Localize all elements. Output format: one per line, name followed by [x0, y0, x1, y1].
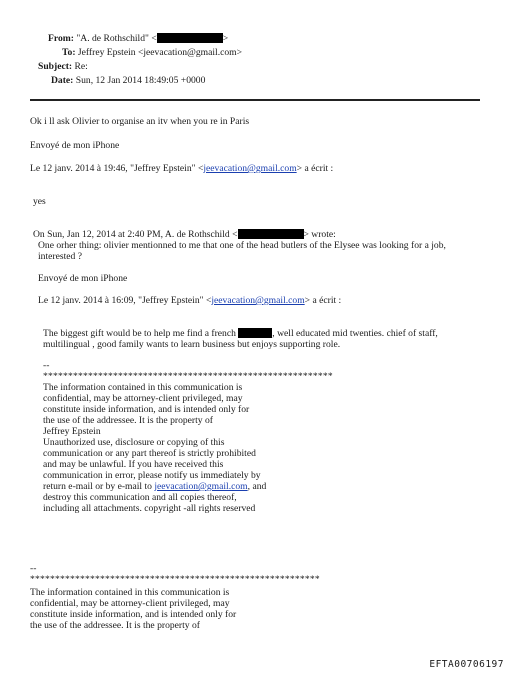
from-close: >: [222, 33, 229, 44]
date-label: Date:: [51, 75, 74, 86]
disclaimer-2-line: confidential, may be attorney-client privileged, may: [30, 598, 230, 609]
disclaimer-1-line: communication in error, please notify us immediately by: [43, 470, 261, 481]
gift-line-1a: The biggest gift would be to help me find a french: [43, 328, 236, 339]
from-row: [48, 33, 228, 44]
email-link[interactable]: jeevacation@gmail.com: [203, 163, 297, 174]
disclaimer-1-line: The information contained in this communication is: [43, 382, 243, 393]
disclaimer-1-line: including all attachments. copyright -all rights reserved: [43, 503, 256, 514]
gift-line-1: [43, 328, 438, 339]
disclaimer-1-line: destroy this communication and all copies thereof,: [43, 492, 237, 503]
star-divider-1: **********************************************************: [43, 371, 333, 382]
quote-intro-2-prefix: Le 12 janv. 2014 à 16:09, "Jeffrey Epstein" <: [38, 295, 212, 306]
disclaimer-1-line: and may be unlawful. If you have received this: [43, 459, 224, 470]
subject-label: Subject:: [38, 61, 73, 72]
other-thing-line-2: interested ?: [38, 251, 82, 262]
document-id: EFTA00706197: [429, 659, 504, 670]
to-value: Jeffrey Epstein <jeevacation@gmail.com>: [77, 47, 243, 58]
sent-from-iphone-1: Envoyé de mon iPhone: [30, 140, 120, 151]
quote-intro-1: [30, 163, 333, 174]
redaction-box: [238, 229, 304, 239]
to-row: [62, 47, 242, 58]
disclaimer-1-email-line: [43, 481, 266, 492]
from-label: From:: [48, 33, 74, 44]
email-link[interactable]: jeevacation@gmail.com: [211, 295, 305, 306]
quote-intro-2: [38, 295, 341, 306]
on-sun-line: [33, 229, 336, 240]
signature-dashes-1: --: [43, 360, 50, 371]
gift-line-1b: , well educated mid twenties. chief of staff,: [272, 328, 438, 339]
date-row: [51, 75, 205, 86]
disclaimer-1-line: Jeffrey Epstein: [43, 426, 101, 437]
gift-line-2: multilingual , good family wants to learn business but enjoys supporting role.: [43, 339, 341, 350]
other-thing-line-1: One orher thing: olivier mentionned to me that one of the head butlers of the Elysee was looking for a job,: [38, 240, 446, 251]
star-divider-2: **********************************************************: [30, 574, 320, 585]
message-line-1: Ok i ll ask Olivier to organise an itv when you re in Paris: [30, 116, 250, 127]
disclaimer-2-line: constitute inside information, and is intended only for: [30, 609, 237, 620]
disclaimer-1-line: constitute inside information, and is intended only for: [43, 404, 250, 415]
date-value: Sun, 12 Jan 2014 18:49:05 +0000: [75, 75, 206, 86]
disclaimer-1-email-prefix: return e-mail or by e-mail to: [43, 481, 155, 492]
reply-yes: yes: [33, 196, 46, 207]
disclaimer-1-line: confidential, may be attorney-client privileged, may: [43, 393, 243, 404]
on-sun-suffix: > wrote:: [303, 229, 336, 240]
redaction-box: [238, 328, 272, 338]
on-sun-prefix: On Sun, Jan 12, 2014 at 2:40 PM, A. de Rothschild <: [33, 229, 238, 240]
subject-value: Re:: [74, 61, 88, 72]
quote-intro-1-prefix: Le 12 janv. 2014 à 19:46, "Jeffrey Epstein" <: [30, 163, 204, 174]
disclaimer-2-line: the use of the addressee. It is the property of: [30, 620, 200, 631]
subject-row: [38, 61, 88, 72]
from-value: "A. de Rothschild" <: [76, 33, 157, 44]
to-label: To:: [62, 47, 76, 58]
redaction-box: [157, 33, 223, 43]
signature-dashes-2: --: [30, 563, 37, 574]
header-divider: [30, 99, 480, 101]
disclaimer-1-line: the use of the addressee. It is the property of: [43, 415, 213, 426]
sent-from-iphone-2: Envoyé de mon iPhone: [38, 273, 128, 284]
disclaimer-1-email-suffix: , and: [247, 481, 267, 492]
quote-intro-2-suffix: > a écrit :: [304, 295, 342, 306]
disclaimer-1-line: communication or any part thereof is strictly prohibited: [43, 448, 256, 459]
disclaimer-2-line: The information contained in this communication is: [30, 587, 230, 598]
email-link[interactable]: jeevacation@gmail.com: [154, 481, 248, 492]
disclaimer-1-line: Unauthorized use, disclosure or copying of this: [43, 437, 225, 448]
quote-intro-1-suffix: > a écrit :: [296, 163, 334, 174]
